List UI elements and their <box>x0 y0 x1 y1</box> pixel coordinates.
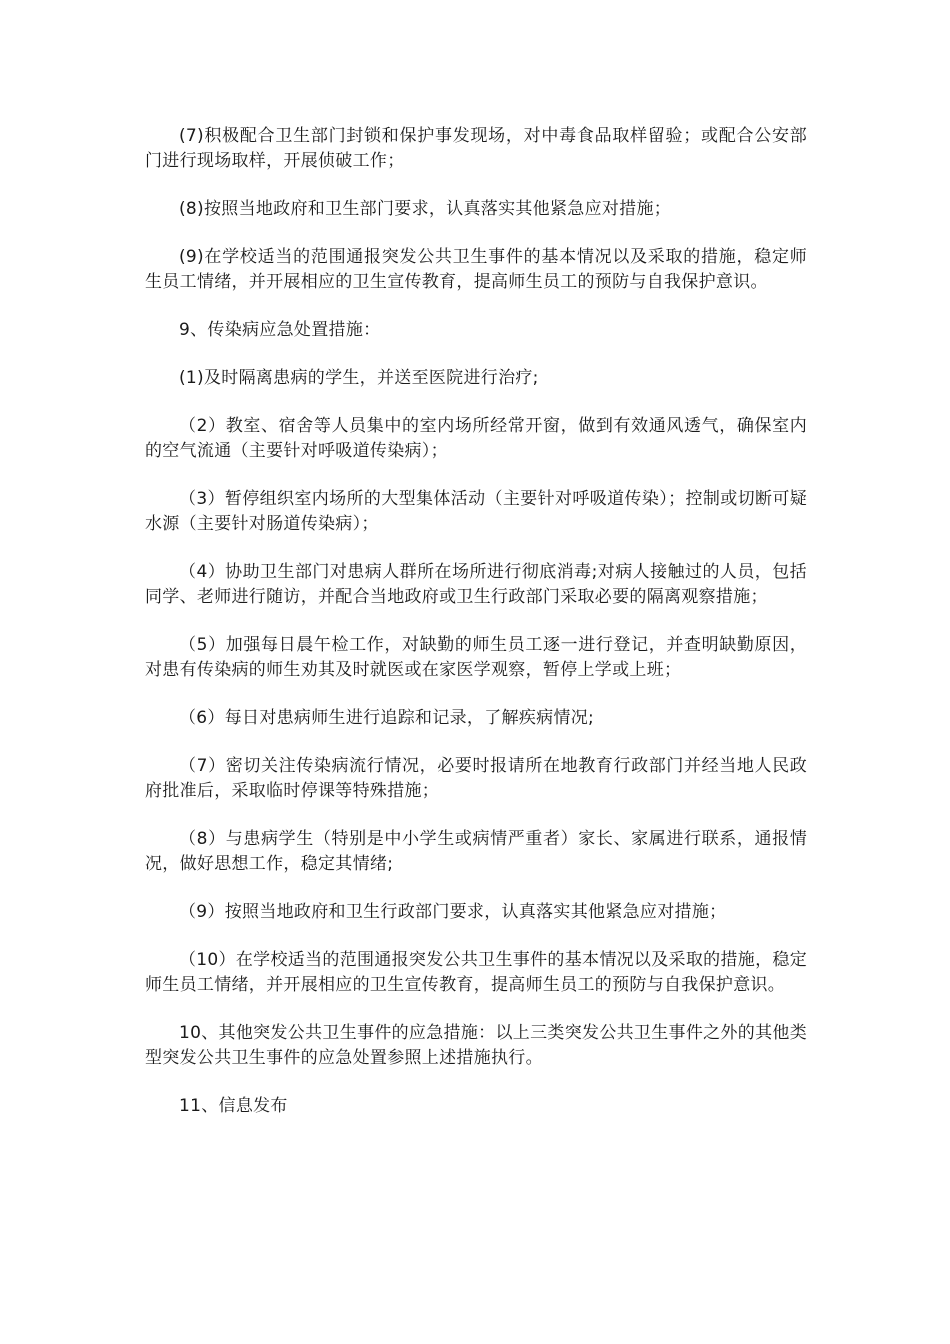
paragraph-item-7-monitoring: （7）密切关注传染病流行情况，必要时报请所在地教育行政部门并经当地人民政府批准后，采取临时停课等特殊措施； <box>145 756 807 801</box>
paragraph-item-1-isolate: (1)及时隔离患病的学生，并送至医院进行治疗; <box>179 368 539 388</box>
paragraph-item-8-emergency: (8)按照当地政府和卫生部门要求，认真落实其他紧急应对措施； <box>179 199 672 219</box>
paragraph-item-6-tracking: （6）每日对患病师生进行追踪和记录，了解疾病情况; <box>179 708 595 728</box>
paragraph-item-4-disinfection: （4）协助卫生部门对患病人群所在场所进行彻底消毒;对病人接触过的人员，包括同学、老师进行随访，并配合当地政府或卫生行政部门采取必要的隔离观察措施； <box>145 562 807 607</box>
paragraph-item-2-ventilation: （2）教室、宿舍等人员集中的室内场所经常开窗，做到有效通风透气，确保室内的空气流通（主要针对呼吸道传染病）； <box>145 416 807 461</box>
paragraph-item-7-food-site: (7)积极配合卫生部门封锁和保护事发现场，对中毒食品取样留验；或配合公安部门进行现场取样，开展侦破工作； <box>145 126 807 171</box>
paragraph-item-5-health-check: （5）加强每日晨午检工作，对缺勤的师生员工逐一进行登记，并查明缺勤原因，对患有传染病的师生劝其及时就医或在家医学观察，暂停上学或上班； <box>145 635 807 680</box>
paragraph-item-10-notify: （10）在学校适当的范围通报突发公共卫生事件的基本情况以及采取的措施，稳定师生员工情绪，并开展相应的卫生宣传教育，提高师生员工的预防与自我保护意识。 <box>145 950 807 995</box>
paragraph-item-8-contact-family: （8）与患病学生（特别是中小学生或病情严重者）家长、家属进行联系，通报情况，做好思想工作，稳定其情绪; <box>145 829 807 874</box>
section-heading-information-release: 11、信息发布 <box>179 1096 288 1116</box>
section-heading-other-events: 10、其他突发公共卫生事件的应急措施：以上三类突发公共卫生事件之外的其他类型突发公共卫生事件的应急处置参照上述措施执行。 <box>145 1023 807 1068</box>
paragraph-item-9-notify: (9)在学校适当的范围通报突发公共卫生事件的基本情况以及采取的措施，稳定师生员工情绪，并开展相应的卫生宣传教育，提高师生员工的预防与自我保护意识。 <box>145 247 807 292</box>
section-heading-infectious-disease: 9、传染病应急处置措施： <box>179 320 381 340</box>
paragraph-item-9-measures: （9）按照当地政府和卫生行政部门要求，认真落实其他紧急应对措施； <box>179 902 727 922</box>
document-body <box>145 124 807 1142</box>
paragraph-item-3-suspend-activities: （3）暂停组织室内场所的大型集体活动（主要针对呼吸道传染）；控制或切断可疑水源（主要针对肠道传染病）； <box>145 489 807 534</box>
